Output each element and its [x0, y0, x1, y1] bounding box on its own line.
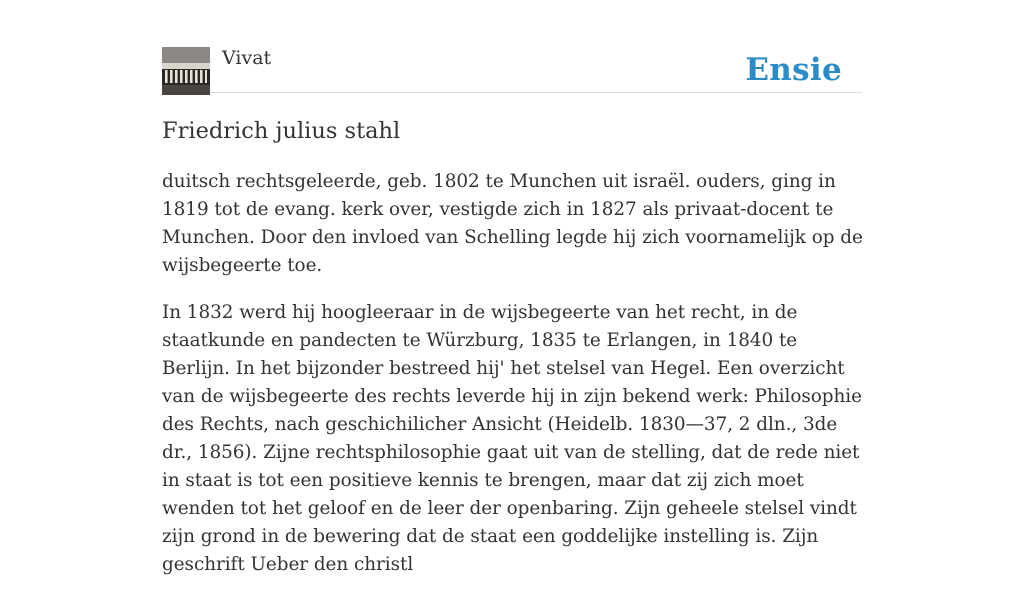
article-paragraph: duitsch rechtsgeleerde, geb. 1802 te Munchen uit israël. ouders, ging in 1819 tot de evang. kerk over, vestigde zich in 1827 als privaat-docent te Munchen. Door den invloed van Schelling legde hij zich voornamelijk op de wijsbegeerte toe. — [162, 171, 863, 276]
author-name[interactable]: Vivat — [222, 47, 272, 69]
article-body — [162, 168, 868, 598]
header — [162, 46, 862, 93]
typewriter-keys-photo-icon — [162, 47, 210, 95]
article-title: Friedrich julius stahl — [162, 118, 401, 144]
brand-logo[interactable]: Ensie — [745, 52, 842, 88]
author-avatar[interactable] — [162, 47, 210, 95]
article-paragraph: In 1832 werd hij hoogleeraar in de wijsbegeerte van het recht, in de staatkunde en pandecten te Würzburg, 1835 te Erlangen, in 1840 te Berlijn. In het bijzonder bestreed hij' het stelsel van Hegel. Een overzicht van de wijsbegeerte des rechts leverde hij in zijn bekend werk: Philosophie des Rechts, nach geschichilicher Ansicht (Heidelb. 1830—37, 2 dln., 3de dr., 1856). Zijne rechtsphilosophie gaat uit van de stelling, dat de rede niet in staat is tot een positieve kennis te brengen, maar dat zij zich moet wenden tot het geloof en de leer der openbaring. Zijn geheele stelsel vindt zijn grond in de bewering dat de staat een goddelijke instelling is. Zijn geschrift Ueber den christl — [162, 302, 862, 575]
